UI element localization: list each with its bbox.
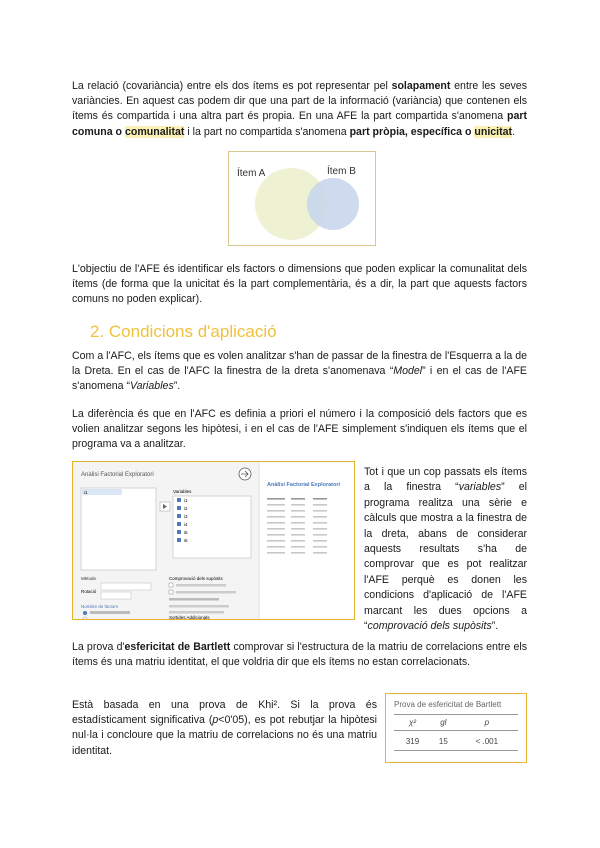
variable-item[interactable]: i1 xyxy=(184,498,188,503)
term-bartlett: esfericitat de Bartlett xyxy=(124,641,231,653)
text: La prova d' xyxy=(72,641,125,653)
radio-eigen[interactable] xyxy=(83,617,87,620)
result-cell xyxy=(267,546,285,548)
term-variables: Variables xyxy=(129,380,174,393)
result-cell xyxy=(291,552,305,554)
text: Està basada en una prova de Khi². Si la prova és estadísticament significativa ( xyxy=(72,699,377,727)
result-cell xyxy=(313,552,327,554)
text: Com a l'AFC, els ítems que es volen analitzar s'han de passar de la finestra de l'Esquerra a la de la Dreta. En el cas de l'AFC la finestra de la dreta s'anomenava “ xyxy=(72,350,527,378)
result-cell xyxy=(313,546,327,548)
result-cell xyxy=(267,510,285,512)
software-screenshot xyxy=(72,461,355,620)
text: La relació (covariància) entre els dos ítems es pot representar pel xyxy=(72,80,392,92)
variable-icon xyxy=(177,498,181,502)
term-part-comuna: part comuna o xyxy=(72,110,527,138)
header-p: p xyxy=(456,715,518,731)
result-cell xyxy=(291,522,305,524)
header-chi: χ² xyxy=(394,715,431,731)
bartlett-checkbox[interactable] xyxy=(169,583,173,587)
variable-icon xyxy=(177,522,181,526)
term-unicitat: unicitat xyxy=(474,125,513,138)
paragraph-assumptions xyxy=(364,465,527,634)
result-cell xyxy=(313,540,327,542)
result-cell xyxy=(267,552,285,554)
result-cell xyxy=(267,522,285,524)
radio-parallel[interactable] xyxy=(83,611,87,615)
assumptions-label: Comprovació dels supòsits xyxy=(169,576,223,581)
rotation-select[interactable] xyxy=(101,592,131,599)
term-model: Model xyxy=(393,365,423,378)
paragraph-objective: L'objectiu de l'AFE és identificar els factors o dimensions que poden explicar la comunalitat dels ítems (de forma que la unicitat és la part complementària, és a dir, la part que aquests factors comuns no poden explicar). xyxy=(72,263,527,306)
section-heading: 2. Condicions d'aplicació xyxy=(90,322,277,341)
result-cell xyxy=(291,510,305,512)
kmo-checkbox[interactable] xyxy=(169,590,173,594)
result-cell xyxy=(291,528,305,530)
result-cell xyxy=(291,540,305,542)
value-gl: 15 xyxy=(431,731,456,751)
venn-label-b: Ítem B xyxy=(327,166,356,177)
header-gl: gl xyxy=(431,715,456,731)
paragraph-difference: La diferència és que en l'AFC es definia a priori el número i la composició dels factors que es volien analitzar segons les hipòtesi, i en el cas de l'AFE simplement s'indiquen els ítems que el programa va a analitzar. xyxy=(72,408,527,451)
text: ”. xyxy=(173,380,181,393)
variable-icon xyxy=(177,538,181,542)
result-cell xyxy=(267,534,285,536)
result-cell xyxy=(267,516,285,518)
variable-icon xyxy=(177,514,181,518)
paragraph-overlap xyxy=(72,79,527,140)
text: ”. xyxy=(491,620,499,633)
venn-diagram xyxy=(228,151,376,246)
text: i la part no compartida s'anomena xyxy=(184,125,350,138)
result-cell xyxy=(267,498,285,500)
text: comprovar si l'estructura de la matriu de correlacions entre els ítems és una matriu identitat, el que voldria dir que els ítems no estan correlacionats. xyxy=(72,641,527,669)
term-comunalitat: comunalitat xyxy=(124,125,185,138)
term-p: p xyxy=(212,714,219,727)
result-cell xyxy=(291,498,305,500)
term-solapament: solapament xyxy=(391,80,451,92)
bartlett-table xyxy=(385,693,527,763)
results-title: Anàlisi Factorial Exploratori xyxy=(267,482,341,488)
result-cell xyxy=(313,510,327,512)
result-cell xyxy=(291,546,305,548)
result-cell xyxy=(313,528,327,530)
variables-label: Variables xyxy=(173,489,192,494)
term-variables: variables xyxy=(458,481,502,494)
venn-label-a: Ítem A xyxy=(237,168,266,179)
rotation-label: Rotació xyxy=(81,589,97,594)
variable-item[interactable]: i4 xyxy=(184,522,188,527)
method-label: Mètode xyxy=(81,576,97,581)
result-cell xyxy=(291,516,305,518)
variable-icon xyxy=(177,506,181,510)
results-label: Sortides Addicionals xyxy=(169,615,210,620)
dialog-title: Anàlisi Factorial Exploratori xyxy=(81,472,154,478)
result-cell xyxy=(313,498,327,500)
term-part-propia: part pròpia, específica o xyxy=(349,125,475,138)
result-cell xyxy=(313,516,327,518)
text: . xyxy=(512,125,516,138)
text: ” i en el cas de l'AFE s'anomena “ xyxy=(72,365,527,393)
variable-item[interactable]: i3 xyxy=(184,514,188,519)
result-cell xyxy=(313,534,327,536)
result-cell xyxy=(291,504,305,506)
result-cell xyxy=(313,522,327,524)
result-cell xyxy=(291,534,305,536)
variable-item[interactable]: i5 xyxy=(184,530,188,535)
variable-icon xyxy=(177,530,181,534)
paragraph-khi xyxy=(72,698,377,759)
text: ” el programa realitza una sèrie e càlculs que mostra a la finestra de la dreta, abans de considerar aquests resultats s'ha de comprovar que es pot realitzar l'AFE perquè es donen les condicions d'aplicació de l'AFE marcant les dues opcions a “ xyxy=(364,481,527,633)
value-chi: 319 xyxy=(394,731,431,751)
run-arrow-icon[interactable] xyxy=(239,468,251,480)
result-cell xyxy=(267,504,285,506)
method-select[interactable] xyxy=(101,583,151,590)
bartlett-results xyxy=(394,714,518,751)
svg-text:i1: i1 xyxy=(84,490,88,495)
variable-item[interactable]: i2 xyxy=(184,506,188,511)
value-p: < .001 xyxy=(456,731,518,751)
result-cell xyxy=(267,540,285,542)
text: Tot i que un cop passats els ítems a la finestra “ xyxy=(364,466,527,494)
source-variable-list[interactable] xyxy=(81,488,156,570)
factors-label: Nombre de factors xyxy=(81,604,119,609)
text: <0'05), es pot rebutjar la hipòtesi nul·la i concloure que la matriu de correlacions no és una matriu identitat. xyxy=(72,714,377,757)
paragraph-bartlett xyxy=(72,640,527,670)
variable-item[interactable]: i6 xyxy=(184,538,188,543)
term-comprovacio: comprovació dels supòsits xyxy=(367,620,492,633)
paragraph-variables xyxy=(72,349,527,395)
result-cell xyxy=(267,528,285,530)
venn-circle-b xyxy=(307,178,359,230)
text: entre les seves variàncies. En aquest cas podem dir que una part de la informació (variància) que contenen els ítems és compartida i una altra part és propia. En una AFE la part compartida s'anomena xyxy=(72,80,527,123)
bartlett-title: Prova de esfericitat de Bartlett xyxy=(394,700,502,709)
result-cell xyxy=(313,504,327,506)
